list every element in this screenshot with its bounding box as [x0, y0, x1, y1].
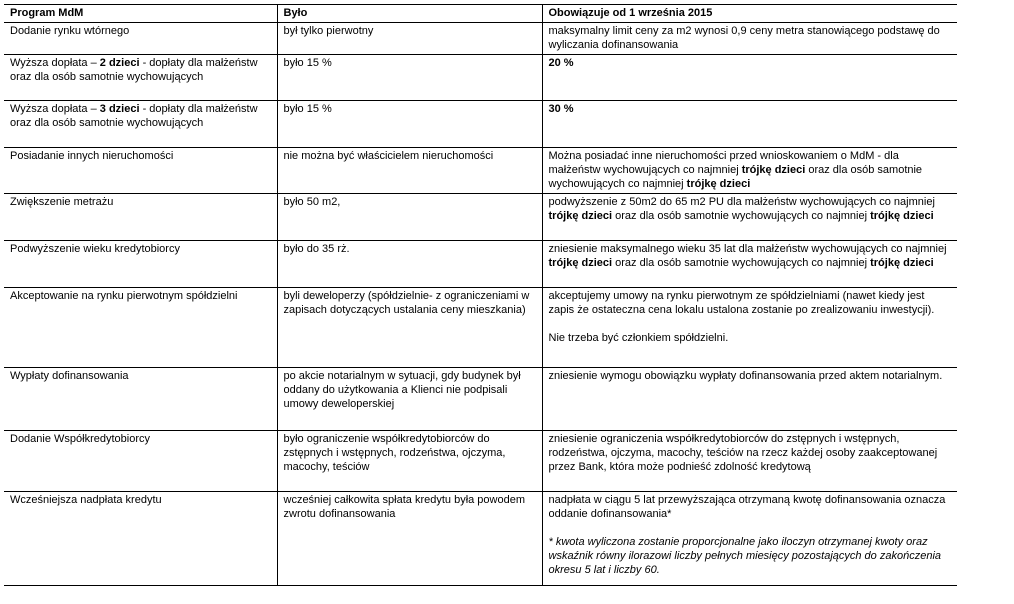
cell-nowe: 20 %: [542, 55, 957, 101]
table-row: [4, 492, 957, 586]
text-segment: Nie trzeba być członkiem spółdzielni.: [548, 332, 729, 344]
cell-program: [4, 55, 277, 101]
cell-program: Akceptowanie na rynku pierwotnym spółdzielni: [4, 288, 277, 368]
cell-bylo: było 50 m2,: [277, 194, 542, 241]
cell-bylo: był tylko pierwotny: [277, 23, 542, 55]
table-row: [4, 101, 957, 148]
cell-nowe: [542, 148, 957, 194]
table-header-row: [4, 5, 957, 23]
table-row: [4, 241, 957, 288]
cell-bylo: było 15 %: [277, 55, 542, 101]
text-bold: trójkę dzieci: [870, 257, 934, 269]
cell-bylo: było do 35 rż.: [277, 241, 542, 288]
text-bold: 2 dzieci: [99, 57, 140, 69]
header-obowiazuje: Obowiązuje od 1 września 2015: [542, 5, 957, 23]
table-row: [4, 194, 957, 241]
cell-nowe: [542, 492, 957, 586]
cell-nowe: zniesienie ograniczenia współkredytobiorców do zstępnych i wstępnych, rodzeństwa, ojczyma, macochy, teściów na rzecz każdej osoby zaakceptowanej przez Bank, która może podnieść zdolność kredytową: [542, 431, 957, 492]
table-row: [4, 288, 957, 368]
cell-bylo: było ograniczenie współkredytobiorców do zstępnych i wstępnych, rodzeństwa, ojczyma, macochy, teściów: [277, 431, 542, 492]
text-segment: zniesienie maksymalnego wieku 35 lat dla małżeństw wychowujących co najmniej: [548, 243, 947, 255]
table-row: [4, 431, 957, 492]
text-segment: oraz dla osób samotnie wychowujących co najmniej: [612, 210, 871, 222]
header-program: Program MdM: [4, 5, 277, 23]
table-row: [4, 23, 957, 55]
text-segment: - dopłaty dla małżeństw oraz dla osób samotnie wychowujących: [10, 57, 258, 83]
text-segment: oraz dla osób samotnie wychowujących co najmniej: [612, 257, 871, 269]
cell-program: Dodanie rynku wtórnego: [4, 23, 277, 55]
cell-nowe: [542, 288, 957, 368]
text-segment: Wyższa dopłata –: [10, 103, 100, 115]
text-bold: 3 dzieci: [99, 103, 140, 115]
text-segment: nadpłata w ciągu 5 lat przewyższająca otrzymaną kwotę dofinansowania oznacza oddanie dofinansowania*: [548, 494, 946, 520]
text-bold: trójkę dzieci: [548, 257, 613, 269]
cell-program: Podwyższenie wieku kredytobiorcy: [4, 241, 277, 288]
text-segment: podwyższenie z 50m2 do 65 m2 PU dla małżeństw wychowujących co najmniej: [548, 196, 935, 208]
cell-nowe: [542, 194, 957, 241]
cell-bylo: nie można być właścicielem nieruchomości: [277, 148, 542, 194]
text-bold: trójkę dzieci: [870, 210, 934, 222]
table-row: [4, 148, 957, 194]
cell-program: Wypłaty dofinansowania: [4, 368, 277, 431]
cell-program: Zwiększenie metrażu: [4, 194, 277, 241]
cell-program: Wcześniejsza nadpłata kredytu: [4, 492, 277, 586]
footnote-text: * kwota wyliczona zostanie proporcjonalne jako iloczyn otrzymanej kwoty oraz wskaźnik równy ilorazowi liczby pełnych miesięcy pozostających do zakończenia okresu 5 lat i liczby 60.: [548, 536, 942, 576]
text-bold: trójkę dzieci: [741, 164, 806, 176]
cell-program: Posiadanie innych nieruchomości: [4, 148, 277, 194]
text-bold: trójkę dzieci: [548, 210, 613, 222]
header-bylo: Było: [277, 5, 542, 23]
text-segment: akceptujemy umowy na rynku pierwotnym ze spółdzielniami (nawet kiedy jest zapis że ostateczna cena lokalu ustalona zostanie po zrealizowaniu inwestycji).: [548, 290, 935, 316]
text-segment: oraz dla osób samotnie wychowujących co najmniej: [548, 164, 923, 190]
cell-program: [4, 101, 277, 148]
text-segment: Wyższa dopłata –: [10, 57, 100, 69]
text-segment: - dopłaty dla małżeństw oraz dla osób samotnie wychowujących: [10, 103, 258, 129]
cell-bylo: byli deweloperzy (spółdzielnie- z ograniczeniami w zapisach dotyczących ustalania ceny mieszkania): [277, 288, 542, 368]
cell-nowe: 30 %: [542, 101, 957, 148]
cell-bylo: było 15 %: [277, 101, 542, 148]
table-row: [4, 55, 957, 101]
cell-nowe: [542, 241, 957, 288]
cell-bylo: po akcie notarialnym w sytuacji, gdy budynek był oddany do użytkowania a Klienci nie podpisali umowy deweloperskiej: [277, 368, 542, 431]
text-segment: Można posiadać inne nieruchomości przed wnioskowaniem o MdM - dla małżeństw wychowujących co najmniej: [548, 150, 899, 176]
mdm-comparison-table: [4, 4, 957, 586]
cell-bylo: wcześniej całkowita spłata kredytu była powodem zwrotu dofinansowania: [277, 492, 542, 586]
text-bold: trójkę dzieci: [686, 178, 751, 190]
table-row: [4, 368, 957, 431]
cell-nowe: zniesienie wymogu obowiązku wypłaty dofinansowania przed aktem notarialnym.: [542, 368, 957, 431]
cell-program: Dodanie Współkredytobiorcy: [4, 431, 277, 492]
cell-nowe: maksymalny limit ceny za m2 wynosi 0,9 ceny metra stanowiącego podstawę do wyliczania dofinansowania: [542, 23, 957, 55]
